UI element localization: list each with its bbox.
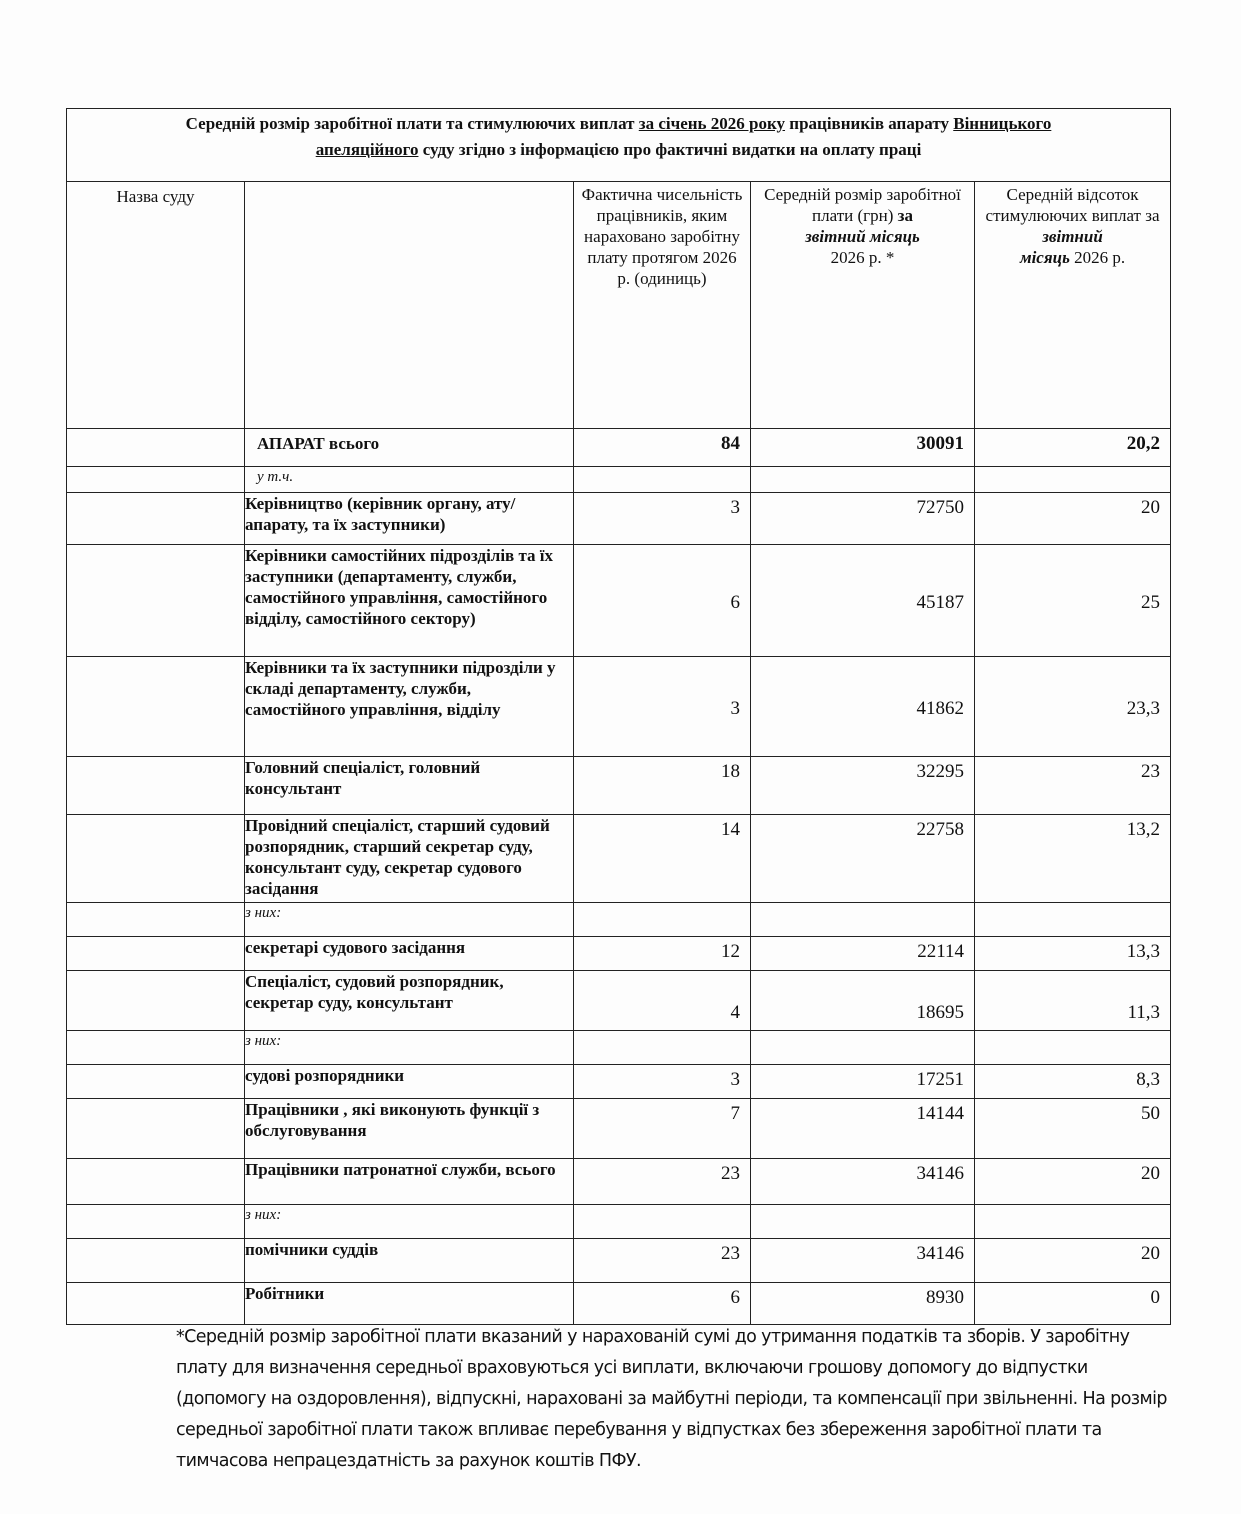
- title-court-name-1: Вінницького: [953, 114, 1052, 133]
- category-label: з них:: [245, 903, 574, 937]
- court-name-cell: [67, 1099, 245, 1159]
- bonus-header-italic-1: звітний: [1042, 227, 1103, 246]
- bonus-pct-cell: 20: [975, 1159, 1171, 1205]
- category-label: Керівники самостійних підрозділів та їх заступники (департаменту, служби, самостійного управління, самостійного відділу, самостійного сектору): [245, 545, 574, 657]
- avg-salary-cell: 32295: [751, 757, 975, 815]
- table-row: [67, 1031, 1171, 1065]
- category-label: АПАРАТ всього: [245, 429, 574, 467]
- title-part-3: суду згідно з інформацією про фактичні видатки на оплату праці: [418, 140, 922, 159]
- court-name-cell: [67, 757, 245, 815]
- table-row: [67, 1283, 1171, 1325]
- title-part-1: Середній розмір заробітної плати та стимулюючих виплат: [185, 114, 639, 133]
- court-name-cell: [67, 1031, 245, 1065]
- category-label: Робітники: [245, 1283, 574, 1325]
- avg-salary-cell: [751, 467, 975, 493]
- avg-salary-cell: 22758: [751, 815, 975, 903]
- category-label: Провідний спеціаліст, старший судовий розпорядник, старший секретар суду, консультант суду, секретар судового засідання: [245, 815, 574, 903]
- bonus-pct-cell: [975, 903, 1171, 937]
- col-header-avg-salary: [751, 182, 975, 429]
- bonus-pct-cell: 0: [975, 1283, 1171, 1325]
- table-row: [67, 971, 1171, 1031]
- bonus-pct-cell: 13,2: [975, 815, 1171, 903]
- bonus-pct-cell: 23: [975, 757, 1171, 815]
- table-row: [67, 757, 1171, 815]
- avg-salary-cell: 18695: [751, 971, 975, 1031]
- category-label: у т.ч.: [245, 467, 574, 493]
- avg-salary-cell: 34146: [751, 1159, 975, 1205]
- col-header-bonus-pct: [975, 182, 1171, 429]
- bonus-pct-cell: 13,3: [975, 937, 1171, 971]
- bonus-header-text: Середній відсоток стимулюючих виплат за: [985, 185, 1160, 225]
- avg-salary-header-bold: за: [897, 206, 913, 225]
- avg-salary-header-suffix: 2026 р. *: [830, 248, 895, 267]
- category-label: з них:: [245, 1205, 574, 1239]
- report-title: [67, 109, 1171, 182]
- category-label: помічники суддів: [245, 1239, 574, 1283]
- salary-report-table: [66, 108, 1171, 1325]
- header-row: [67, 182, 1171, 429]
- table-row: [67, 1239, 1171, 1283]
- headcount-cell: 23: [574, 1159, 751, 1205]
- bonus-pct-cell: 50: [975, 1099, 1171, 1159]
- table-row: [67, 903, 1171, 937]
- court-name-cell: [67, 937, 245, 971]
- title-court-name-2: апеляційного: [315, 140, 419, 159]
- table-row: [67, 1065, 1171, 1099]
- table-row: [67, 815, 1171, 903]
- court-name-cell: [67, 429, 245, 467]
- table-row: [67, 1159, 1171, 1205]
- table-row: [67, 1099, 1171, 1159]
- headcount-cell: [574, 1205, 751, 1239]
- avg-salary-cell: [751, 1205, 975, 1239]
- bonus-pct-cell: 20: [975, 1239, 1171, 1283]
- avg-salary-cell: 72750: [751, 493, 975, 545]
- category-label: Працівники , які виконують функції з обслуговування: [245, 1099, 574, 1159]
- headcount-cell: 18: [574, 757, 751, 815]
- court-name-cell: [67, 1205, 245, 1239]
- table-row: [67, 1205, 1171, 1239]
- avg-salary-header-italic: звітний місяць: [805, 227, 920, 246]
- category-label: Керівники та їх заступники підрозділи у складі департаменту, служби, самостійного управління, відділу: [245, 657, 574, 757]
- court-name-cell: [67, 815, 245, 903]
- court-name-cell: [67, 657, 245, 757]
- avg-salary-cell: [751, 903, 975, 937]
- category-label: Працівники патронатної служби, всього: [245, 1159, 574, 1205]
- table-row: [67, 467, 1171, 493]
- category-label: Керівництво (керівник органу, ату/апарату, та їх заступники): [245, 493, 574, 545]
- title-part-2: працівників апарату: [785, 114, 954, 133]
- court-name-cell: [67, 971, 245, 1031]
- court-name-cell: [67, 1159, 245, 1205]
- bonus-pct-cell: [975, 467, 1171, 493]
- avg-salary-cell: 8930: [751, 1283, 975, 1325]
- headcount-cell: 7: [574, 1099, 751, 1159]
- col-header-headcount: Фактична чисельність працівників, яким нараховано заробітну плату протягом 2026 р. (одиниць): [574, 182, 751, 429]
- category-label: Спеціаліст, судовий розпорядник, секретар суду, консультант: [245, 971, 574, 1031]
- bonus-pct-cell: [975, 1031, 1171, 1065]
- category-label: судові розпорядники: [245, 1065, 574, 1099]
- bonus-pct-cell: [975, 1205, 1171, 1239]
- avg-salary-cell: 45187: [751, 545, 975, 657]
- headcount-cell: [574, 467, 751, 493]
- avg-salary-cell: 22114: [751, 937, 975, 971]
- category-label: з них:: [245, 1031, 574, 1065]
- bonus-pct-cell: 8,3: [975, 1065, 1171, 1099]
- table-row: [67, 429, 1171, 467]
- bonus-pct-cell: 25: [975, 545, 1171, 657]
- court-name-cell: [67, 467, 245, 493]
- table-row: [67, 545, 1171, 657]
- avg-salary-cell: 30091: [751, 429, 975, 467]
- headcount-cell: 84: [574, 429, 751, 467]
- avg-salary-cell: [751, 1031, 975, 1065]
- court-name-cell: [67, 545, 245, 657]
- headcount-cell: 3: [574, 493, 751, 545]
- footnote: *Середній розмір заробітної плати вказаний у нарахованій сумі до утримання податків та зборів. У заробітну плату для визначення середньої враховуються усі виплати, включаючи грошову допомогу до відпустки (допомогу на оздоровлення), відпускні, нараховані за майбутні періоди, та компенсації при звільненні. На розмір середньої заробітної плати також впливає перебування у відпустках без збереження заробітної плати та тимчасова непрацездатність за рахунок коштів ПФУ.: [176, 1327, 1167, 1471]
- bonus-pct-cell: 11,3: [975, 971, 1171, 1031]
- col-header-court-name: Назва суду: [67, 182, 245, 429]
- avg-salary-cell: 34146: [751, 1239, 975, 1283]
- col-header-category: [245, 182, 574, 429]
- table-row: [67, 493, 1171, 545]
- table-row: [67, 937, 1171, 971]
- headcount-cell: 14: [574, 815, 751, 903]
- court-name-cell: [67, 1239, 245, 1283]
- table-row: [67, 657, 1171, 757]
- avg-salary-header-text: Середній розмір заробітної плати (грн): [764, 185, 961, 225]
- avg-salary-cell: 14144: [751, 1099, 975, 1159]
- court-name-cell: [67, 903, 245, 937]
- headcount-cell: 3: [574, 1065, 751, 1099]
- bonus-pct-cell: 23,3: [975, 657, 1171, 757]
- bonus-header-suffix: 2026 р.: [1069, 248, 1126, 267]
- headcount-cell: [574, 1031, 751, 1065]
- headcount-cell: [574, 903, 751, 937]
- court-name-cell: [67, 493, 245, 545]
- headcount-cell: 4: [574, 971, 751, 1031]
- headcount-cell: 12: [574, 937, 751, 971]
- avg-salary-cell: 17251: [751, 1065, 975, 1099]
- category-label: секретарі судового засідання: [245, 937, 574, 971]
- court-name-cell: [67, 1283, 245, 1325]
- avg-salary-cell: 41862: [751, 657, 975, 757]
- headcount-cell: 23: [574, 1239, 751, 1283]
- court-name-cell: [67, 1065, 245, 1099]
- headcount-cell: 6: [574, 545, 751, 657]
- bonus-pct-cell: 20,2: [975, 429, 1171, 467]
- headcount-cell: 6: [574, 1283, 751, 1325]
- table-body: [67, 429, 1171, 1325]
- title-period: за січень 2026 року: [638, 114, 786, 133]
- title-row: [67, 109, 1171, 182]
- category-label: Головний спеціаліст, головний консультант: [245, 757, 574, 815]
- headcount-cell: 3: [574, 657, 751, 757]
- bonus-pct-cell: 20: [975, 493, 1171, 545]
- bonus-header-italic-2: місяць: [1019, 248, 1070, 267]
